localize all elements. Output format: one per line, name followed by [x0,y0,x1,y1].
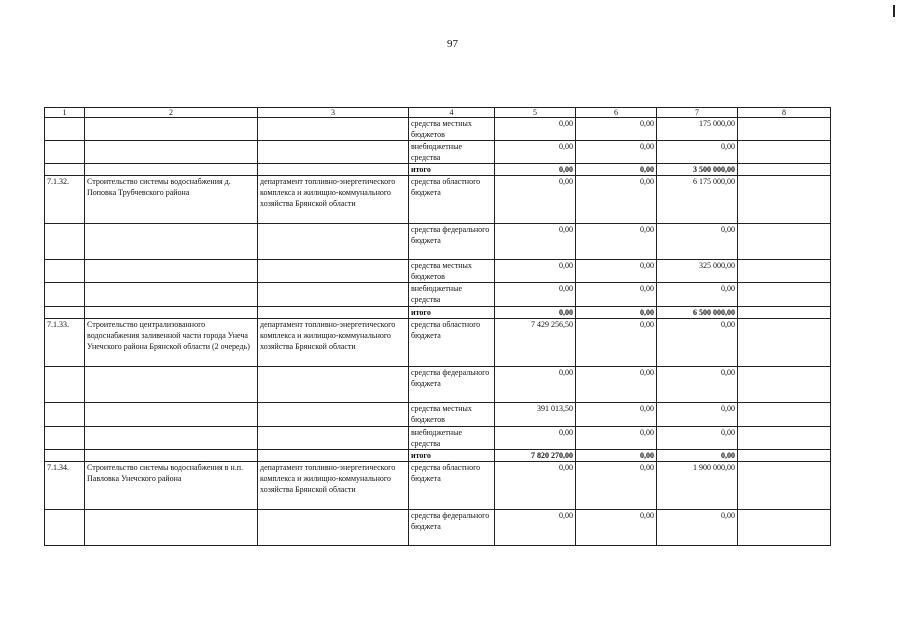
value-col7: 0,00 [657,319,738,367]
table-row [45,462,831,510]
value-col7: 0,00 [657,450,738,462]
value-col5: 0,00 [495,462,576,510]
item-number [45,164,85,176]
item-name [85,510,258,546]
item-number [45,510,85,546]
table-row [45,224,831,260]
value-col6: 0,00 [576,450,657,462]
item-name [85,450,258,462]
value-col6: 0,00 [576,510,657,546]
item-name [85,403,258,427]
item-number [45,450,85,462]
item-number [45,224,85,260]
value-col7: 6 500 000,00 [657,307,738,319]
budget-table [44,107,831,546]
funding-source: внебюджетные средства [409,427,495,450]
item-name [85,367,258,403]
value-col7: 0,00 [657,141,738,164]
responsible-executor [258,450,409,462]
funding-source: внебюджетные средства [409,141,495,164]
value-col7: 0,00 [657,510,738,546]
total-row [45,450,831,462]
value-col8 [738,510,831,546]
value-col8 [738,176,831,224]
value-col6: 0,00 [576,283,657,307]
value-col6: 0,00 [576,462,657,510]
value-col7: 0,00 [657,403,738,427]
value-col6: 0,00 [576,176,657,224]
item-number [45,283,85,307]
value-col8 [738,260,831,283]
value-col8 [738,118,831,141]
table-row [45,403,831,427]
funding-source: средства областного бюджета [409,319,495,367]
funding-source: итого [409,307,495,319]
table-row [45,427,831,450]
value-col5: 0,00 [495,260,576,283]
value-col6: 0,00 [576,118,657,141]
value-col6: 0,00 [576,164,657,176]
funding-source: итого [409,450,495,462]
column-header: 4 [409,108,495,118]
value-col5: 0,00 [495,224,576,260]
value-col5: 7 820 270,00 [495,450,576,462]
margin-mark [893,5,895,17]
item-name [85,260,258,283]
value-col7: 0,00 [657,283,738,307]
value-col7: 3 500 000,00 [657,164,738,176]
funding-source: средства областного бюджета [409,462,495,510]
value-col8 [738,164,831,176]
value-col7: 0,00 [657,427,738,450]
column-header: 6 [576,108,657,118]
item-name: Строительство системы водоснабжения в н.п. Павловка Унечского района [85,462,258,510]
table-row [45,141,831,164]
total-row [45,307,831,319]
value-col8 [738,462,831,510]
responsible-executor [258,141,409,164]
funding-source: средства федерального бюджета [409,224,495,260]
value-col5: 391 013,50 [495,403,576,427]
item-number [45,118,85,141]
column-header: 5 [495,108,576,118]
value-col8 [738,141,831,164]
item-name [85,141,258,164]
table-row [45,319,831,367]
value-col6: 0,00 [576,307,657,319]
responsible-executor: департамент топливно-энергетического комплекса и жилищно-коммунального хозяйства Брянской области [258,176,409,224]
value-col5: 0,00 [495,164,576,176]
item-number: 7.1.32. [45,176,85,224]
value-col5: 0,00 [495,510,576,546]
value-col6: 0,00 [576,367,657,403]
value-col5: 0,00 [495,118,576,141]
value-col6: 0,00 [576,403,657,427]
funding-source: внебюджетные средства [409,283,495,307]
value-col7: 0,00 [657,367,738,403]
header-row [45,108,831,118]
column-header: 3 [258,108,409,118]
responsible-executor [258,367,409,403]
item-number [45,260,85,283]
responsible-executor [258,510,409,546]
value-col5: 0,00 [495,367,576,403]
value-col8 [738,367,831,403]
item-name [85,118,258,141]
item-number [45,403,85,427]
value-col5: 0,00 [495,176,576,224]
value-col7: 175 000,00 [657,118,738,141]
value-col6: 0,00 [576,141,657,164]
responsible-executor: департамент топливно-энергетического комплекса и жилищно-коммунального хозяйства Брянской области [258,319,409,367]
value-col8 [738,450,831,462]
funding-source: средства федерального бюджета [409,510,495,546]
item-name: Строительство централизованного водоснабжения заливенной части города Унеча Унечского района Брянской области (2 очередь) [85,319,258,367]
responsible-executor [258,164,409,176]
responsible-executor [258,118,409,141]
value-col8 [738,283,831,307]
value-col6: 0,00 [576,319,657,367]
funding-source: средства федерального бюджета [409,367,495,403]
value-col7: 0,00 [657,224,738,260]
value-col8 [738,403,831,427]
table-row [45,283,831,307]
value-col5: 0,00 [495,307,576,319]
item-number [45,307,85,319]
column-header: 7 [657,108,738,118]
item-name [85,427,258,450]
funding-source: средства местных бюджетов [409,260,495,283]
responsible-executor: департамент топливно-энергетического комплекса и жилищно-коммунального хозяйства Брянской области [258,462,409,510]
item-number [45,141,85,164]
responsible-executor [258,307,409,319]
funding-source: средства областного бюджета [409,176,495,224]
value-col7: 6 175 000,00 [657,176,738,224]
table-row [45,510,831,546]
value-col8 [738,224,831,260]
table-row [45,260,831,283]
item-number [45,367,85,403]
page-number: 97 [447,38,458,50]
value-col7: 325 000,00 [657,260,738,283]
total-row [45,164,831,176]
item-name [85,164,258,176]
item-number: 7.1.33. [45,319,85,367]
item-name: Строительство системы водоснабжения д. Поповка Трубчевского района [85,176,258,224]
responsible-executor [258,260,409,283]
value-col6: 0,00 [576,260,657,283]
item-number [45,427,85,450]
responsible-executor [258,427,409,450]
table-row [45,176,831,224]
item-number: 7.1.34. [45,462,85,510]
responsible-executor [258,403,409,427]
column-header: 1 [45,108,85,118]
responsible-executor [258,224,409,260]
value-col6: 0,00 [576,224,657,260]
value-col5: 0,00 [495,283,576,307]
value-col8 [738,307,831,319]
value-col5: 0,00 [495,141,576,164]
funding-source: средства местных бюджетов [409,403,495,427]
item-name [85,307,258,319]
responsible-executor [258,283,409,307]
value-col6: 0,00 [576,427,657,450]
column-header: 8 [738,108,831,118]
item-name [85,283,258,307]
table-row [45,118,831,141]
value-col5: 0,00 [495,427,576,450]
value-col7: 1 900 000,00 [657,462,738,510]
value-col8 [738,427,831,450]
table-row [45,367,831,403]
item-name [85,224,258,260]
value-col8 [738,319,831,367]
value-col5: 7 429 256,50 [495,319,576,367]
funding-source: итого [409,164,495,176]
funding-source: средства местных бюджетов [409,118,495,141]
column-header: 2 [85,108,258,118]
